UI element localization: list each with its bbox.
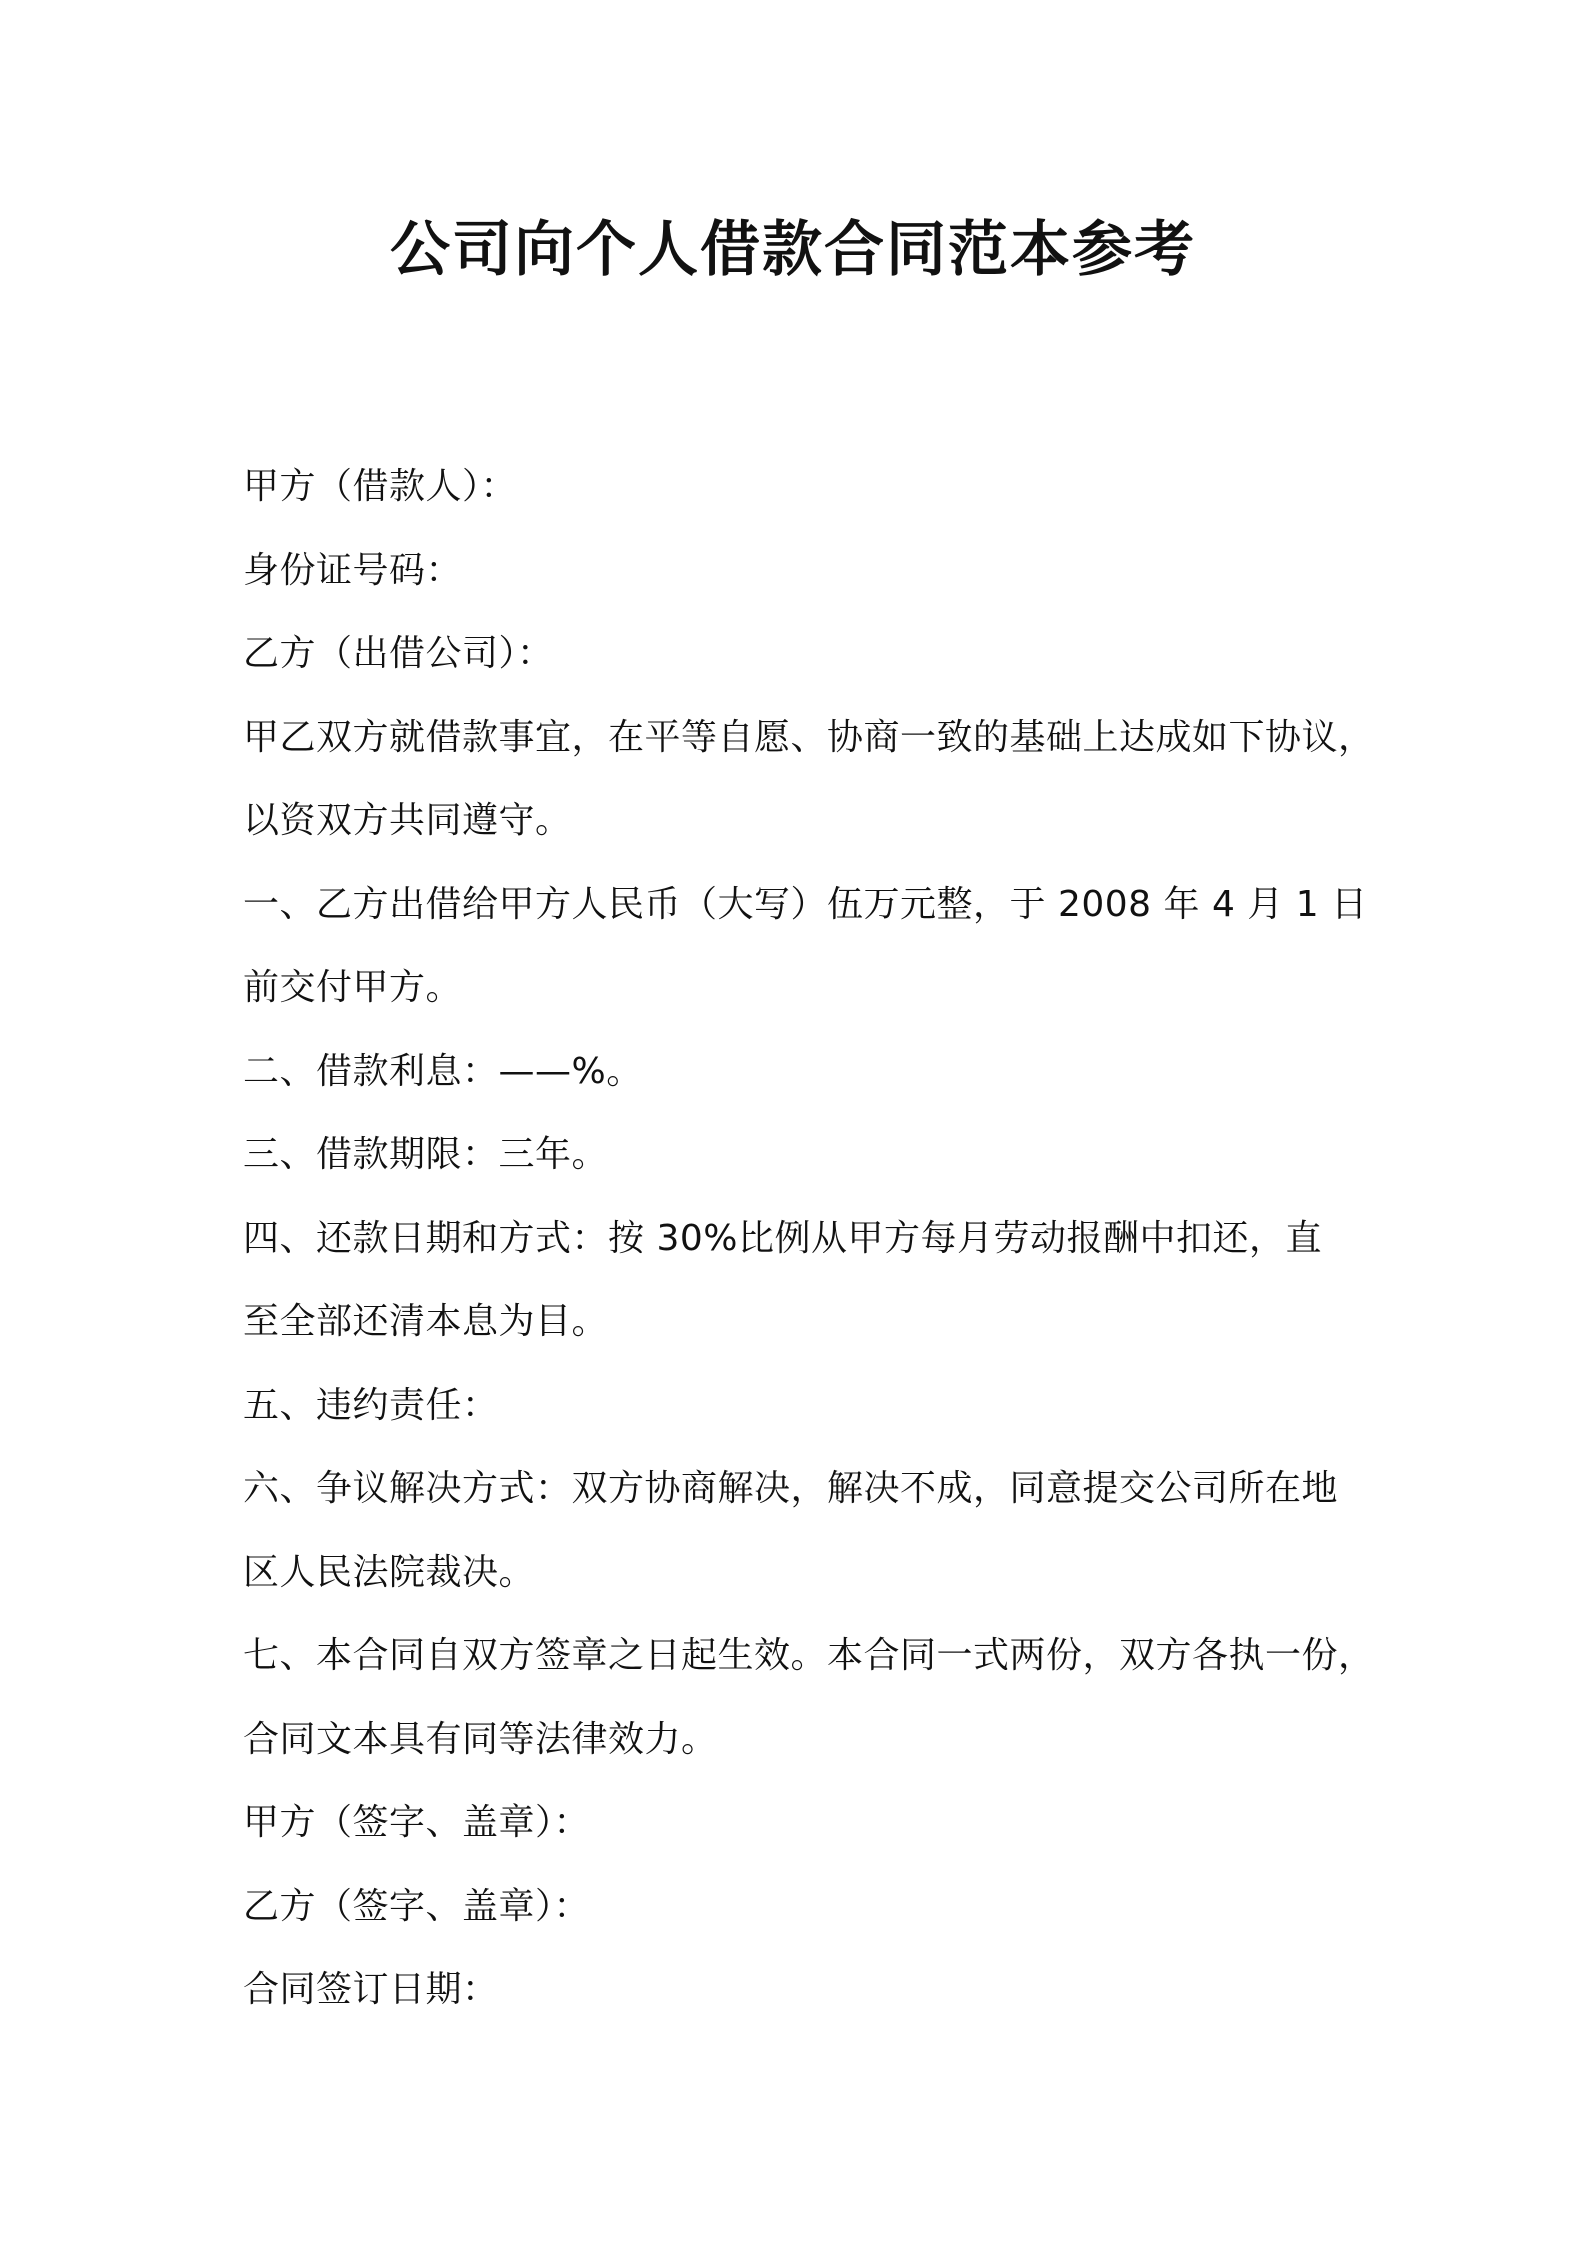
- party-a-signature-line: 甲方（签字、盖章）：: [243, 1802, 591, 1843]
- document-title: 公司向个人借款合同范本参考: [390, 215, 1196, 285]
- preamble-line: 甲乙双方就借款事宜，在平等自愿、协商一致的基础上达成如下协议，: [243, 716, 1375, 758]
- clause-4-line-cont: 至全部还清本息为目。: [243, 1301, 609, 1342]
- party-a-line: 甲方（借款人）：: [243, 466, 518, 507]
- clause-4-line: 四、还款日期和方式：按 30%比例从甲方每月劳动报酬中扣还，直: [243, 1217, 1322, 1259]
- clause-7-line-cont: 合同文本具有同等法律效力。: [243, 1718, 718, 1760]
- preamble-line-cont: 以资双方共同遵守。: [243, 800, 572, 841]
- contract-body: [243, 445, 1375, 2032]
- clause-1-line: 一、乙方出借给甲方人民币（大写）伍万元整，于 2008 年 4 月 1 日: [243, 883, 1368, 925]
- clause-2-line: 二、借款利息：——%。: [243, 1050, 643, 1092]
- signing-date-line: 合同签订日期：: [243, 1969, 499, 2010]
- clause-1-line-cont: 前交付甲方。: [243, 967, 463, 1008]
- clause-3-line: 三、借款期限：三年。: [243, 1134, 609, 1175]
- clause-6-line-cont: 区人民法院裁决。: [243, 1551, 536, 1593]
- clause-5-line: 五、违约责任：: [243, 1384, 499, 1426]
- id-number-line: 身份证号码：: [243, 549, 463, 591]
- party-b-signature-line: 乙方（签字、盖章）：: [243, 1885, 591, 1927]
- party-b-line: 乙方（出借公司）：: [243, 633, 554, 674]
- clause-6-line: 六、争议解决方式：双方协商解决，解决不成，同意提交公司所在地: [243, 1468, 1339, 1509]
- clause-7-line: 七、本合同自双方签章之日起生效。本合同一式两份，双方各执一份，: [243, 1635, 1375, 1676]
